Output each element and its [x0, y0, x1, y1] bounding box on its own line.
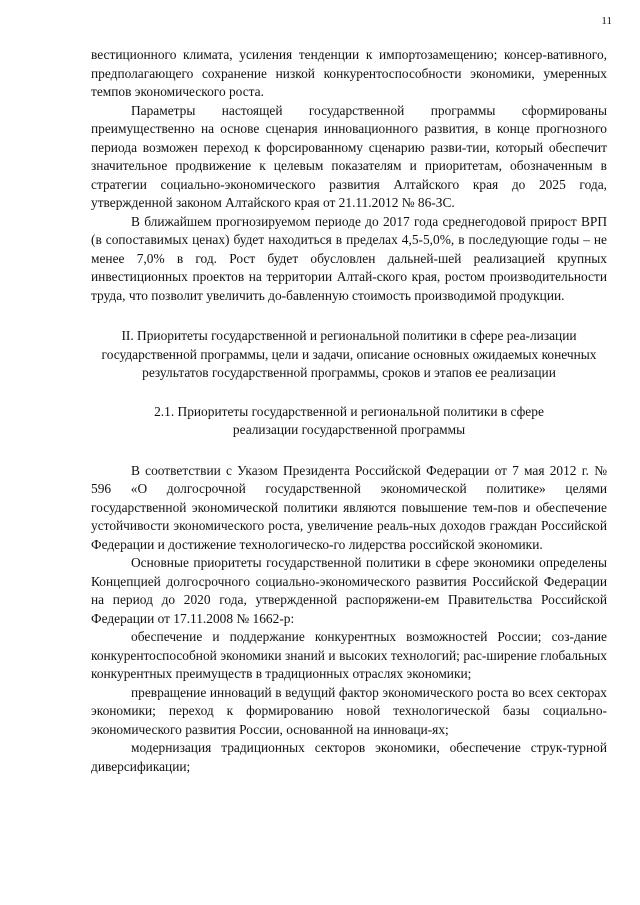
paragraph-main-priorities: Основные приоритеты государственной политики в сфере экономики определены Концепцией долгосрочного социально-экономического развития Российской Федерации на период до 2020 года, утвержденной распоряжени-ем Правительства Российской Федерации от 17.11.2008 № 1662-р:	[91, 555, 607, 626]
paragraph-presidential-decree: В соответствии с Указом Президента Российской Федерации от 7 мая 2012 г. № 596 «О долгосрочной государственной экономической политике» целями государственной экономической политики являются повышение тем-пов и обеспечение устойчивости экономического роста, увеличение реаль-ных доходов граждан Российской Федерации и достижение технологическо-го лидерства российской экономики.	[91, 462, 607, 552]
paragraph-grp-forecast: В ближайшем прогнозируемом периоде до 2017 года среднегодовой прирост ВРП (в сопоставимых ценах) будет находиться в пределах 4,5-5,0%, в последующие годы – не менее 7,0% в год. Рост будет обусловлен дальней-шей реализацией крупных инвестиционных проектов на территории Алтай-ского края, ростом производительности труда, что позволит увеличить до-бавленную стоимость производимой продукции.	[91, 213, 607, 303]
subsection-heading: 2.1. Приоритеты государственной и региональной политики в сфере реализации государственной программы	[154, 403, 544, 437]
page-content	[91, 46, 607, 776]
list-item-modernization: модернизация традиционных секторов экономики, обеспечение струк-турной диверсификации;	[91, 740, 607, 774]
paragraph-program-parameters: Параметры настоящей государственной программы сформированы преимущественно на основе сценария инновационного развития, в конце прогнозного периода возможен переход к форсированному сценарию разви-тии, который обеспечит значительное продвижение к целевым показателям и приоритетам, обозначенным в стратегии социально-экономического развития Алтайского края до 2025 года, утвержденной законом Алтайского края от 21.11.2012 № 86-ЗС.	[91, 102, 607, 210]
list-item-innovation: превращение инноваций в ведущий фактор экономического роста во всех секторах экономики; переход к формированию новой технологической базы социально-экономического развития России, основанной на инноваци-ях;	[91, 684, 607, 737]
paragraph-continuation: вестиционного климата, усиления тенденции к импортозамещению; консер-вативного, предполагающего сохранение низкой конкурентоспособности экономики, умеренных темпов экономического роста.	[91, 47, 607, 99]
list-item-competitiveness: обеспечение и поддержание конкурентных возможностей России; соз-дание конкурентоспособной экономики знаний и высоких технологий; рас-ширение глобальных конкурентных преимуществ в традиционных отраслях экономики;	[91, 629, 607, 681]
page-number: 11	[601, 15, 612, 27]
section-heading: II. Приоритеты государственной и региональной политики в сфере реа-лизации государственной программы, цели и задачи, описание основных ожидаемых конечных результатов государственной программы, сроков и этапов ее реализации	[101, 328, 597, 380]
